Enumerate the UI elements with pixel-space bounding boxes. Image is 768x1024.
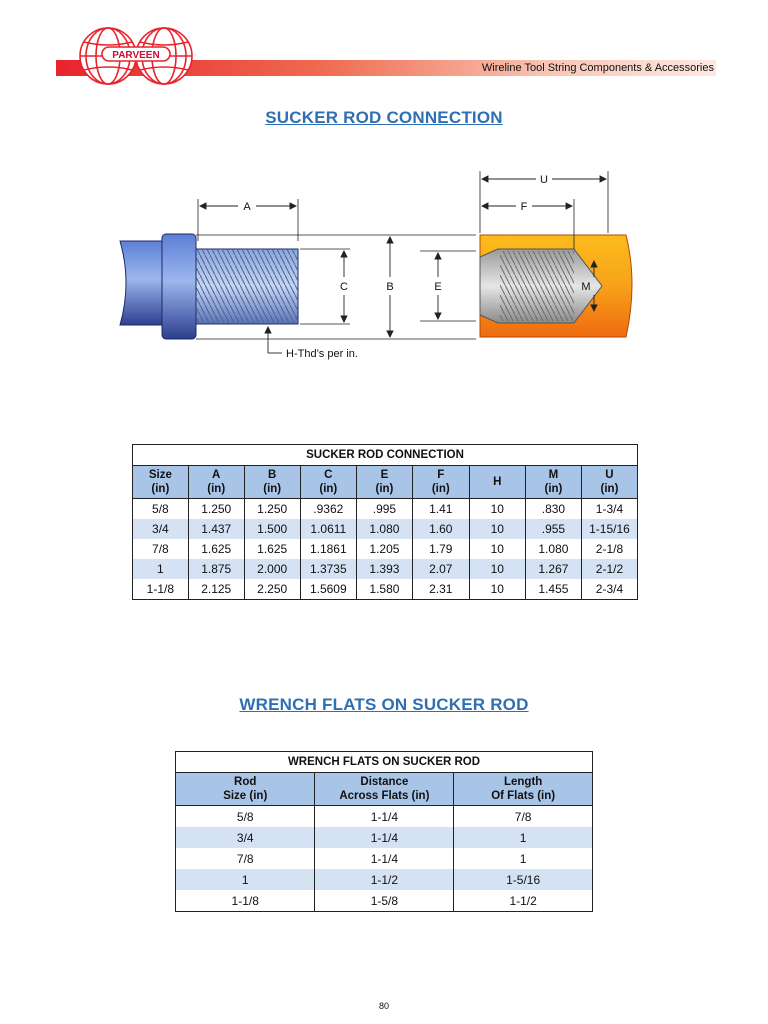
table-cell: 1 [454,848,593,869]
table-cell: 1-1/2 [454,890,593,912]
column-header-line: Length [503,776,543,788]
column-header [133,466,189,499]
column-header-line: (in) [431,483,450,495]
dim-label-f: F [520,201,528,213]
table-cell: 2.31 [412,579,469,600]
column-header-line: (in) [600,483,619,495]
table-cell: 1.500 [244,519,300,539]
table-row [133,579,638,600]
column-header [176,773,315,806]
table-cell: 1.1861 [300,539,356,559]
table-cell: 1-15/16 [581,519,637,539]
column-header-line: U [605,469,614,481]
column-header-line: Size [148,469,172,481]
wrench-flats-table-caption: WRENCH FLATS ON SUCKER ROD [176,752,593,773]
table-cell: 1.5609 [300,579,356,600]
column-header [525,466,581,499]
table-cell: 1 [133,559,189,579]
section-title-sucker-rod: SUCKER ROD CONNECTION [265,108,503,127]
column-header-line: H [493,476,502,488]
column-header-line: Rod [234,776,257,788]
column-header-line: Of Flats (in) [491,790,556,802]
column-header-line: (in) [319,483,338,495]
column-header-line: (in) [263,483,282,495]
table-cell: 2.07 [412,559,469,579]
sucker-rod-table [132,444,638,600]
column-header [469,466,525,499]
table-cell: 1.875 [188,559,244,579]
column-header [356,466,412,499]
table-cell: 1.580 [356,579,412,600]
table-cell: .955 [525,519,581,539]
column-header-line: (in) [375,483,394,495]
table-cell: 2-1/8 [581,539,637,559]
table-row [176,806,593,828]
table-cell: 1.080 [356,519,412,539]
table-cell: 1.455 [525,579,581,600]
sucker-rod-table-caption: SUCKER ROD CONNECTION [133,445,638,466]
table-cell: 3/4 [176,827,315,848]
header-title: Wireline Tool String Components & Accessories [481,62,714,74]
dim-label-h: H-Thd’s per in. [286,348,358,360]
table-cell: 10 [469,499,525,520]
column-header-line: (in) [207,483,226,495]
table-cell: 1-1/4 [315,848,454,869]
column-header-line: C [324,469,333,481]
table-cell: 1.3735 [300,559,356,579]
table-row [133,539,638,559]
table-cell: 1.625 [188,539,244,559]
table-cell: 1-1/4 [315,806,454,828]
parveen-logo [76,24,196,88]
table-cell: 1.250 [188,499,244,520]
table-cell: 10 [469,559,525,579]
table-cell: 1.625 [244,539,300,559]
column-header-line: B [268,469,277,481]
table-cell: 1.267 [525,559,581,579]
table-cell: 7/8 [176,848,315,869]
table-cell: 1.250 [244,499,300,520]
table-row [176,848,593,869]
table-cell: 1.393 [356,559,412,579]
table-cell: .995 [356,499,412,520]
table-cell: 1.79 [412,539,469,559]
column-header [244,466,300,499]
column-header-line: M [548,469,559,481]
column-header-line: E [380,469,389,481]
table-cell: 10 [469,579,525,600]
table-cell: 10 [469,539,525,559]
table-cell: 2.125 [188,579,244,600]
dim-label-b: B [386,281,394,293]
table-row [133,519,638,539]
dim-label-c: C [340,281,348,293]
table-cell: 3/4 [133,519,189,539]
column-header-line: (in) [151,483,170,495]
column-header-line: Distance [360,776,409,788]
column-header-line: Across Flats (in) [339,790,430,802]
column-header-line: A [212,469,221,481]
table-cell: 1-5/8 [315,890,454,912]
column-header-line: F [437,469,445,481]
dim-label-a: A [243,201,251,213]
table-cell: 1 [454,827,593,848]
table-cell: 2.250 [244,579,300,600]
sucker-rod-diagram [110,165,650,375]
table-cell: 1 [176,869,315,890]
column-header-line: (in) [544,483,563,495]
table-cell: 1.41 [412,499,469,520]
dim-label-m: M [581,281,591,293]
column-header [188,466,244,499]
table-row [176,890,593,912]
table-cell: 5/8 [176,806,315,828]
table-cell: 1-1/8 [176,890,315,912]
table-cell: 10 [469,519,525,539]
table-cell: 2-3/4 [581,579,637,600]
table-cell: 2-1/2 [581,559,637,579]
table-cell: 1-1/8 [133,579,189,600]
section-title-wrench-flats: WRENCH FLATS ON SUCKER ROD [239,695,529,714]
dim-label-u: U [540,174,548,186]
table-cell: 7/8 [454,806,593,828]
column-header [300,466,356,499]
table-cell: 1.60 [412,519,469,539]
wrench-flats-table [175,751,593,912]
table-cell: 1-5/16 [454,869,593,890]
table-row [176,869,593,890]
table-row [176,827,593,848]
table-cell: .9362 [300,499,356,520]
table-cell: 1-1/4 [315,827,454,848]
table-cell: 2.000 [244,559,300,579]
table-row [133,499,638,520]
column-header [315,773,454,806]
dim-label-e: E [434,281,442,293]
page-number: 80 [378,1001,389,1011]
table-cell: 1.205 [356,539,412,559]
table-cell: .830 [525,499,581,520]
table-cell: 1-1/2 [315,869,454,890]
table-cell: 5/8 [133,499,189,520]
table-row [133,559,638,579]
table-cell: 1.080 [525,539,581,559]
table-cell: 1.0611 [300,519,356,539]
table-cell: 1.437 [188,519,244,539]
table-cell: 7/8 [133,539,189,559]
logo-text: PARVEEN [112,50,160,61]
column-header [412,466,469,499]
column-header [581,466,637,499]
column-header-line: Size (in) [223,790,268,802]
column-header [454,773,593,806]
table-cell: 1-3/4 [581,499,637,520]
